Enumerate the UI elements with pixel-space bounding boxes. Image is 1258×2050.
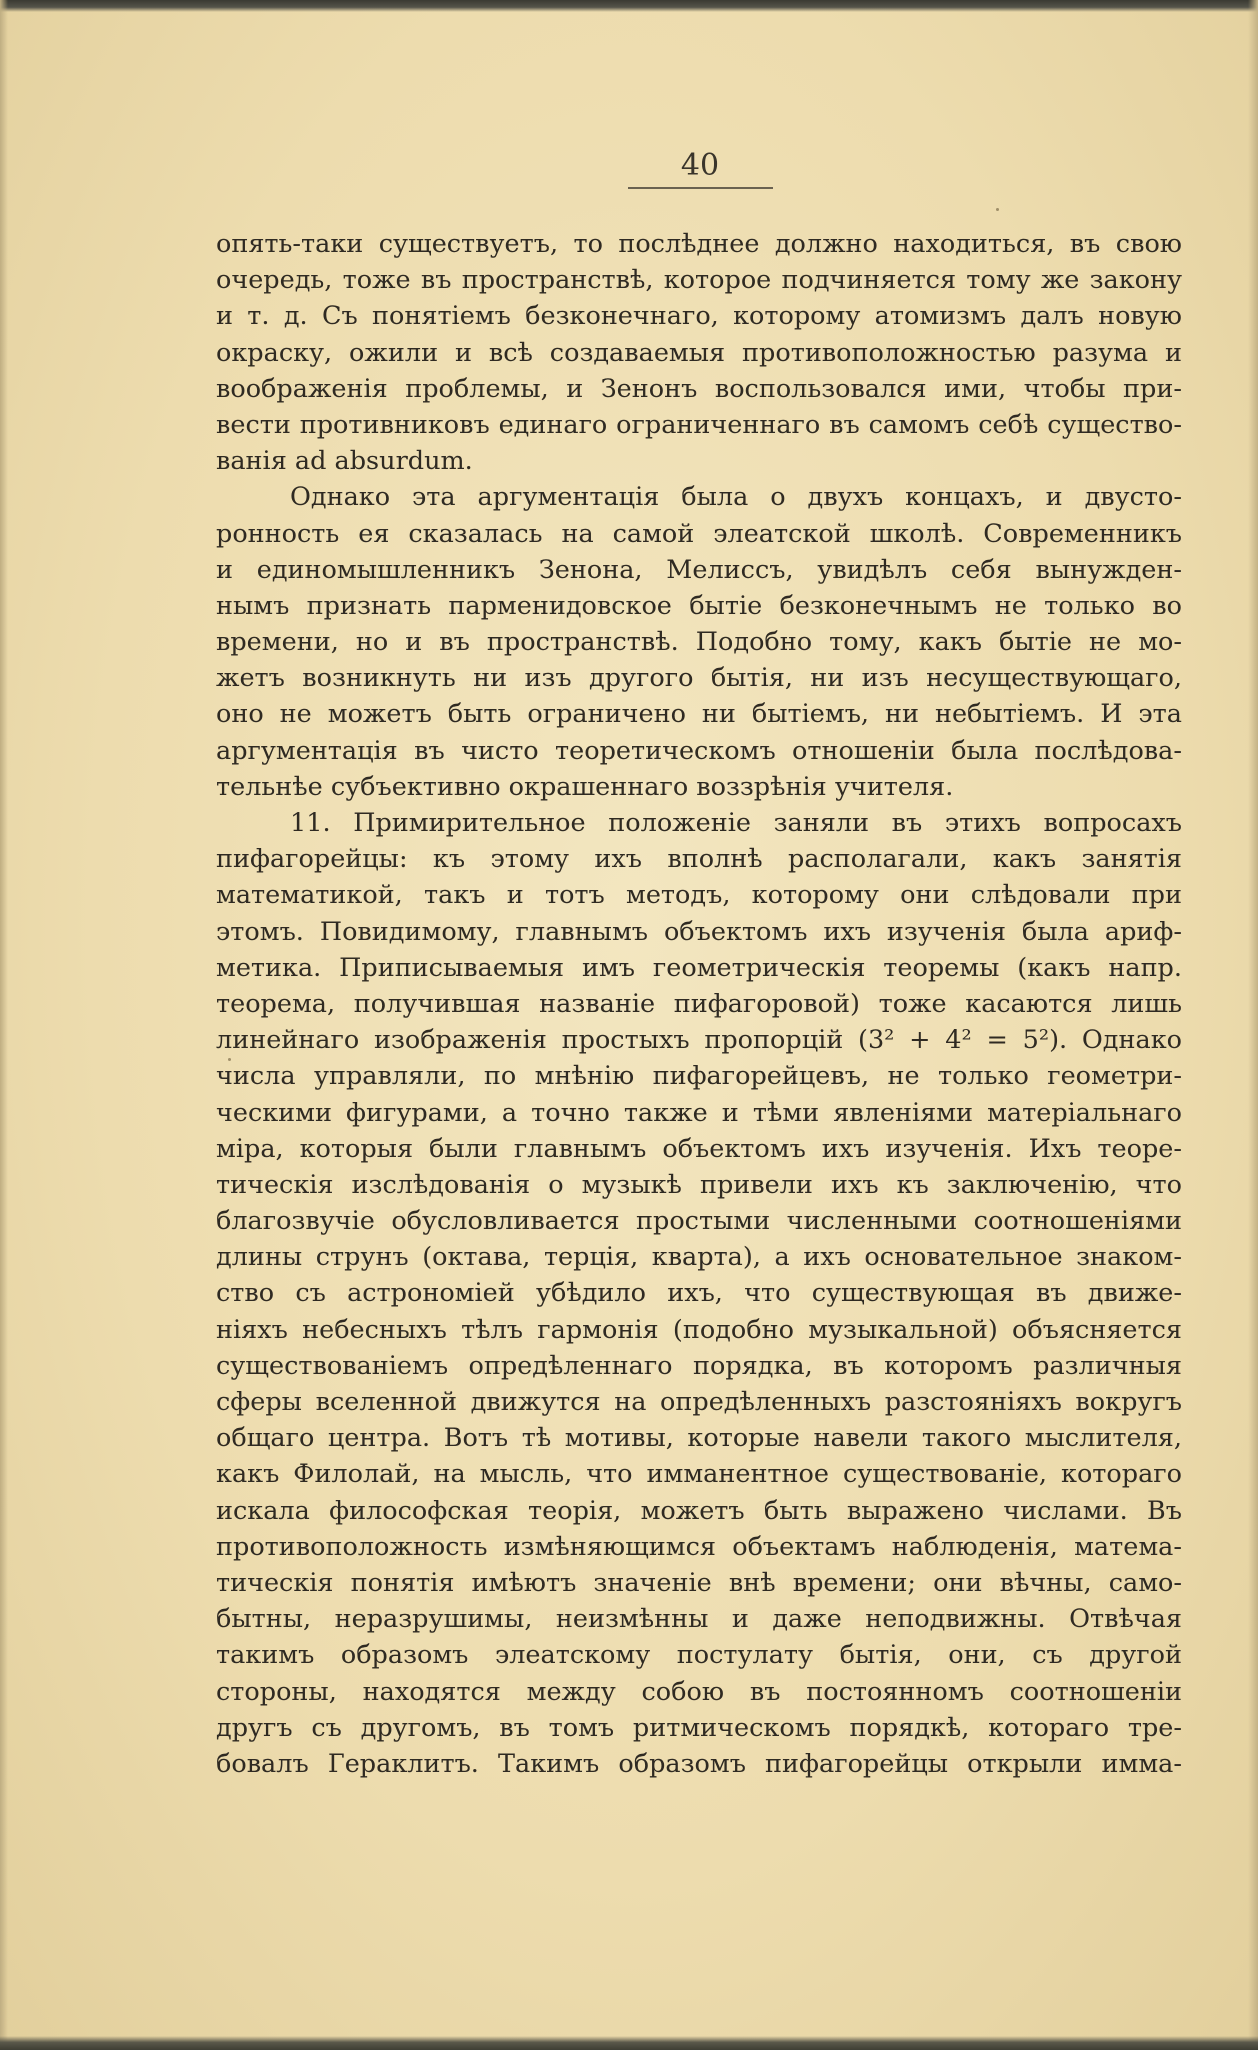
text-line: противоположность измѣняющимся объектамъ наблюденія, матема- <box>216 1531 1182 1562</box>
text-line: длины струнъ (октава, терція, кварта), а ихъ основательное знаком- <box>216 1242 1182 1273</box>
text-line: тельнѣе субъективно окрашеннаго воззрѣнія учителя. <box>216 771 954 802</box>
text-line: числа управляли, по мнѣнію пифагорейцевъ, не только геометри- <box>216 1061 1182 1092</box>
scan-edge-top <box>0 0 1258 12</box>
text-line: жетъ возникнуть ни изъ другого бытія, ни изъ несуществующаго, <box>216 663 1182 694</box>
text-line: существованіемъ опредѣленнаго порядка, въ которомъ различныя <box>216 1350 1182 1381</box>
page-number-rule <box>628 187 773 189</box>
paper-speck <box>996 208 999 211</box>
text-line: другъ съ другомъ, въ томъ ритмическомъ порядкѣ, котораго тре- <box>216 1712 1182 1743</box>
text-line: міра, которыя были главнымъ объектомъ ихъ изученія. Ихъ теоре- <box>216 1133 1182 1164</box>
text-line: такимъ образомъ элеатскому постулату бытія, они, съ другой <box>216 1640 1182 1671</box>
text-line: сферы вселенной движутся на опредѣленныхъ разстояніяхъ вокругъ <box>216 1387 1182 1417</box>
text-line: ронность ея сказалась на самой элеатской школѣ. Современникъ <box>216 518 1182 549</box>
text-line: окраску, ожили и всѣ создаваемыя противоположностью разума и <box>216 337 1182 368</box>
text-line: метика. Приписываемыя имъ геометрическія теоремы (какъ напр. <box>216 952 1182 983</box>
text-line: аргументація въ чисто теоретическомъ отношеніи была послѣдова- <box>216 735 1182 766</box>
scan-edge-bottom <box>0 2036 1258 2050</box>
text-line: пифагорейцы: къ этому ихъ вполнѣ располагали, какъ занятія <box>216 844 1182 875</box>
text-line: ство съ астрономіей убѣдило ихъ, что существующая въ движе- <box>216 1278 1182 1309</box>
text-line: благозвучіе обусловливается простыми численными соотношеніями <box>216 1206 1182 1237</box>
page-number: 40 <box>680 148 720 183</box>
text-line: бытны, неразрушимы, неизмѣнны и даже неподвижны. Отвѣчая <box>216 1604 1182 1635</box>
text-line: ванія ad absurdum. <box>216 446 473 477</box>
text-line: искала философская теорія, можетъ быть выражено числами. Въ <box>216 1495 1182 1526</box>
text-line: Однако эта аргументація была о двухъ концахъ, и двусто- <box>290 482 1182 513</box>
text-line: тическія понятія имѣютъ значеніе внѣ времени; они вѣчны, само- <box>216 1567 1182 1598</box>
text-line: тическія изслѣдованія о музыкѣ привели ихъ къ заключенію, что <box>216 1169 1182 1200</box>
text-line: ніяхъ небесныхъ тѣлъ гармонія (подобно музыкальной) объясняется <box>216 1314 1182 1345</box>
text-line: 11. Примирительное положеніе заняли въ этихъ вопросахъ <box>290 808 1182 838</box>
text-line: ческими фигурами, а точно также и тѣми явленіями матеріальнаго <box>216 1097 1182 1128</box>
text-line: времени, но и въ пространствѣ. Подобно тому, какъ бытіе не мо- <box>216 627 1182 658</box>
text-line: общаго центра. Вотъ тѣ мотивы, которые навели такого мыслителя, <box>216 1423 1182 1454</box>
text-line: и единомышленникъ Зенона, Мелиссъ, увидѣлъ себя вынужден- <box>216 554 1182 585</box>
text-line: воображенія проблемы, и Зенонъ воспользовался ими, чтобы при- <box>216 373 1182 404</box>
scan-edge-right <box>1248 0 1258 2050</box>
paper-speck <box>228 1058 231 1061</box>
text-line: нымъ признать парменидовское бытіе безконечнымъ не только во <box>216 590 1182 621</box>
text-line: вести противниковъ единаго ограниченнаго въ самомъ себѣ существо- <box>216 409 1182 440</box>
body-text <box>216 226 1182 1782</box>
text-line: бовалъ Гераклитъ. Такимъ образомъ пифагорейцы открыли имма- <box>216 1748 1182 1779</box>
text-line: математикой, такъ и тотъ методъ, которому они слѣдовали при <box>216 880 1182 911</box>
text-line: и т. д. Съ понятіемъ безконечнаго, которому атомизмъ далъ новую <box>216 301 1182 332</box>
text-line: опять-таки существуетъ, то послѣднее должно находиться, въ свою <box>216 229 1182 259</box>
scan-edge-left <box>0 0 8 2050</box>
text-line: какъ Филолай, на мысль, что имманентное существованіе, котораго <box>216 1459 1182 1490</box>
text-line: этомъ. Повидимому, главнымъ объектомъ ихъ изученія была ариф- <box>216 916 1182 947</box>
text-line: теорема, получившая названіе пифагоровой) тоже касаются лишь <box>216 988 1182 1019</box>
text-line: очередь, тоже въ пространствѣ, которое подчиняется тому же закону <box>216 265 1182 296</box>
text-line: стороны, находятся между собою въ постоянномъ соотношеніи <box>216 1676 1182 1707</box>
text-line: оно не можетъ быть ограничено ни бытіемъ, ни небытіемъ. И эта <box>216 699 1182 730</box>
text-line: линейнаго изображенія простыхъ пропорцій (3² + 4² = 5²). Однако <box>216 1025 1182 1056</box>
